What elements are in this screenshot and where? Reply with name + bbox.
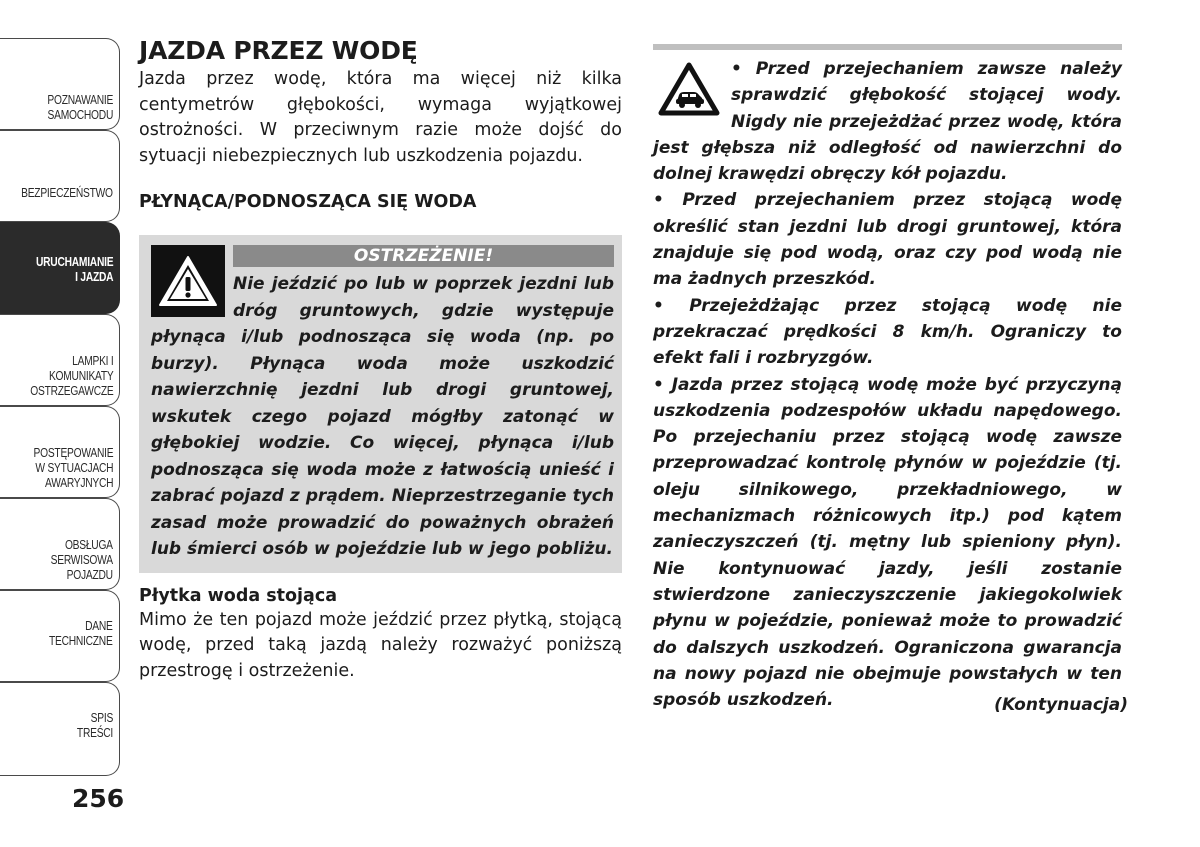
tab-label: SPIS TREŚCI <box>76 711 113 740</box>
tab-bezpieczenstwo[interactable] <box>0 130 120 222</box>
bullet-item: • Przed przejechaniem zawsze należy sprawdzić głębokość stojącej wody. Nigdy nie przejeżdżać przez wodę, która jest głębsza niż odległość od nawierzchni do dolnej krawędzi obręczy kół pojazdu. <box>653 59 1122 185</box>
page-number: 256 <box>72 784 125 813</box>
intro-paragraph: Jazda przez wodę, która ma więcej niż kilka centymetrów głębokości, wymaga wyjątkowej ostrożności. W przeciwnym razie może dojść do sytuacji niebezpiecznych lub uszkodzenia pojazdu. <box>139 69 622 166</box>
bullet-item: • Jazda przez stojącą wodę może być przyczyną uszkodzenia podzespołów układu napędowego. Po przejechaniu przez stojącą wodę zawsze przeprowadzać kontrolę płynów w pojeździe (tj. oleju silnikowego, przekładniowego, w mechanizmach różnicowych itp.) pod kątem zanieczyszczeń (tj. mętny lub spieniony płyn). Nie kontynuować jazdy, jeśli zostanie stwierdzone zanieczyszczenie jakiegokolwiek płynu w pojeździe, ponieważ może to prowadzić do dalszych uszkodzeń. Ograniczona gwarancja na nowy pojazd nie obejmuje powstałych w ten sposób uszkodzeń. <box>653 374 1122 711</box>
caution-car-icon <box>653 56 725 124</box>
warning-triangle-icon <box>151 245 225 317</box>
tab-label: POSTĘPOWANIE W SYTUACJACH AWARYJNYCH <box>33 446 113 490</box>
tab-label: LAMPKI I KOMUNIKATY OSTRZEGAWCZE <box>29 354 113 398</box>
tab-spis-tresci[interactable] <box>0 682 120 776</box>
continuation-note: (Kontynuacja) <box>994 695 1128 715</box>
tab-label: DANE TECHNICZNE <box>49 619 113 648</box>
tab-poznawanie-samochodu[interactable] <box>0 38 120 130</box>
tab-dane-techniczne[interactable] <box>0 590 120 682</box>
shallow-water-heading: Płytka woda stojąca <box>139 585 338 606</box>
section-divider <box>653 44 1122 50</box>
left-column <box>139 36 622 684</box>
warning-header: OSTRZEŻENIE! <box>233 245 614 267</box>
warning-text: Nie jeździć po lub w poprzek jezdni lub dróg gruntowych, gdzie występuje płynąca i/lub podnosząca się woda (np. po burzy). Płynąca woda może uszkodzić nawierzchnię jezdni lub drogi gruntowej, wskutek czego pojazd mógłby zatonąć w głębokiej wodzie. Co więcej, płynąca i/lub podnosząca się woda może z łatwością unieść i zabrać pojazd z prądem. Nieprzestrzeganie tych zasad może prowadzić do poważnych obrażeń lub śmierci osób w pojeździe lub w jego pobliżu. <box>151 274 614 559</box>
section-title: JAZDA PRZEZ WODĘ <box>139 36 418 65</box>
bullet-item: • Przed przejechaniem przez stojącą wodę określić stan jezdni lub drogi gruntowej, która znajduje się pod wodą, oraz czy pod wodą nie ma żadnych przeszkód. <box>653 190 1122 290</box>
right-column <box>653 44 1122 713</box>
caution-bullets <box>653 56 1122 713</box>
tab-label: OBSŁUGA SERWISOWA POJAZDU <box>50 538 113 582</box>
tab-postepowanie-w-sytuacjach[interactable] <box>0 406 120 498</box>
chapter-tabs <box>0 38 122 778</box>
tab-obsluga-serwisowa[interactable] <box>0 498 120 590</box>
shallow-water-paragraph: Mimo że ten pojazd może jeździć przez płytką, stojącą wodę, przed taką jazdą należy rozważyć poniższą przestrogę i ostrzeżenie. <box>139 609 622 681</box>
tab-label: URUCHAMIANIE I JAZDA <box>35 255 113 284</box>
bullet-item: • Przejeżdżając przez stojącą wodę nie przekraczać prędkości 8 km/h. Ograniczy to efekt fali i rozbryzgów. <box>653 295 1122 369</box>
tab-uruchamianie-i-jazda[interactable] <box>0 222 120 314</box>
tab-label: POZNAWANIE SAMOCHODU <box>47 93 114 122</box>
tab-lampki-i-komunikaty[interactable] <box>0 314 120 406</box>
warning-box <box>139 235 622 573</box>
tab-label: BEZPIECZEŃSTWO <box>21 186 113 200</box>
subsection-heading: PŁYNĄCA/PODNOSZĄCA SIĘ WODA <box>139 192 477 212</box>
